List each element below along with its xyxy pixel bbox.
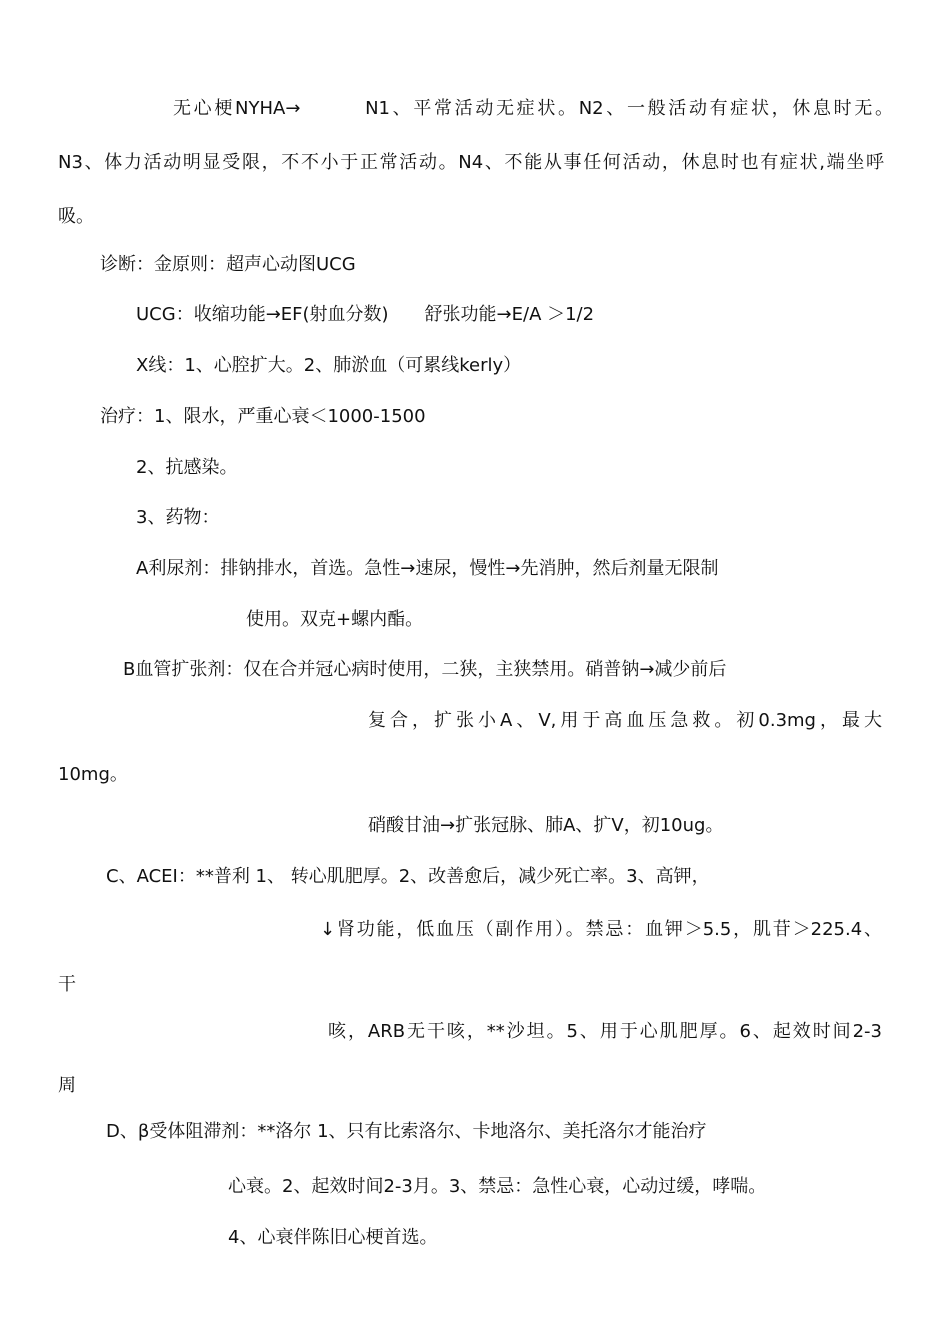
- text-line: 复合，扩张小A、V,用于高血压急救。初0.3mg，最大: [368, 710, 882, 731]
- text-line: N3、体力活动明显受限，不不小于正常活动。N4、不能从事任何活动，休息时也有症状,端坐呼: [58, 152, 884, 173]
- text-line: 诊断：金原则：超声心动图UCG: [100, 254, 356, 275]
- text-line: ↓肾功能，低血压（副作用）。禁忌：血钾＞5.5，肌苷＞225.4、: [320, 919, 882, 940]
- text-line: 咳，ARB无干咳，**沙坦。5、用于心肌肥厚。6、起效时间2-3: [328, 1021, 882, 1042]
- text-line: C、ACEI：**普利 1、 转心肌肥厚。2、改善愈后，减少死亡率。3、高钾，: [106, 866, 710, 887]
- text-line: 干: [58, 974, 76, 995]
- text-line: 3、药物：: [136, 507, 220, 528]
- text-line: A利尿剂：排钠排水，首选。急性→速尿，慢性→先消肿，然后剂量无限制: [136, 558, 719, 579]
- text-line: 使用。双克+螺内酯。: [246, 609, 424, 630]
- text-line: 硝酸甘油→扩张冠脉、肺A、扩V，初10ug。: [368, 815, 724, 836]
- text-line: 10mg。: [58, 764, 128, 785]
- text-line: D、β受体阻滞剂：**洛尔 1、只有比索洛尔、卡地洛尔、美托洛尔才能治疗: [106, 1121, 707, 1142]
- text-line: X线：1、心腔扩大。2、肺淤血（可累线kerly）: [136, 355, 522, 376]
- text-line: UCG：收缩功能→EF(射血分数) 舒张功能→E/A ＞1/2: [136, 304, 595, 325]
- text-line: B血管扩张剂：仅在合并冠心病时使用，二狭，主狭禁用。硝普钠→减少前后: [123, 659, 727, 680]
- text-line: 2、抗感染。: [136, 457, 238, 478]
- text-line: 4、心衰伴陈旧心梗首选。: [228, 1227, 438, 1248]
- text-line: 心衰。2、起效时间2-3月。3、禁忌：急性心衰，心动过缓，哮喘。: [228, 1176, 767, 1197]
- text-line: 无心梗NYHA→ N1、平常活动无症状。N2、一般活动有症状，休息时无。: [173, 98, 893, 119]
- text-line: 吸。: [58, 206, 94, 227]
- text-line: 治疗：1、限水，严重心衰＜1000-1500: [100, 406, 426, 427]
- text-line: 周: [58, 1075, 76, 1096]
